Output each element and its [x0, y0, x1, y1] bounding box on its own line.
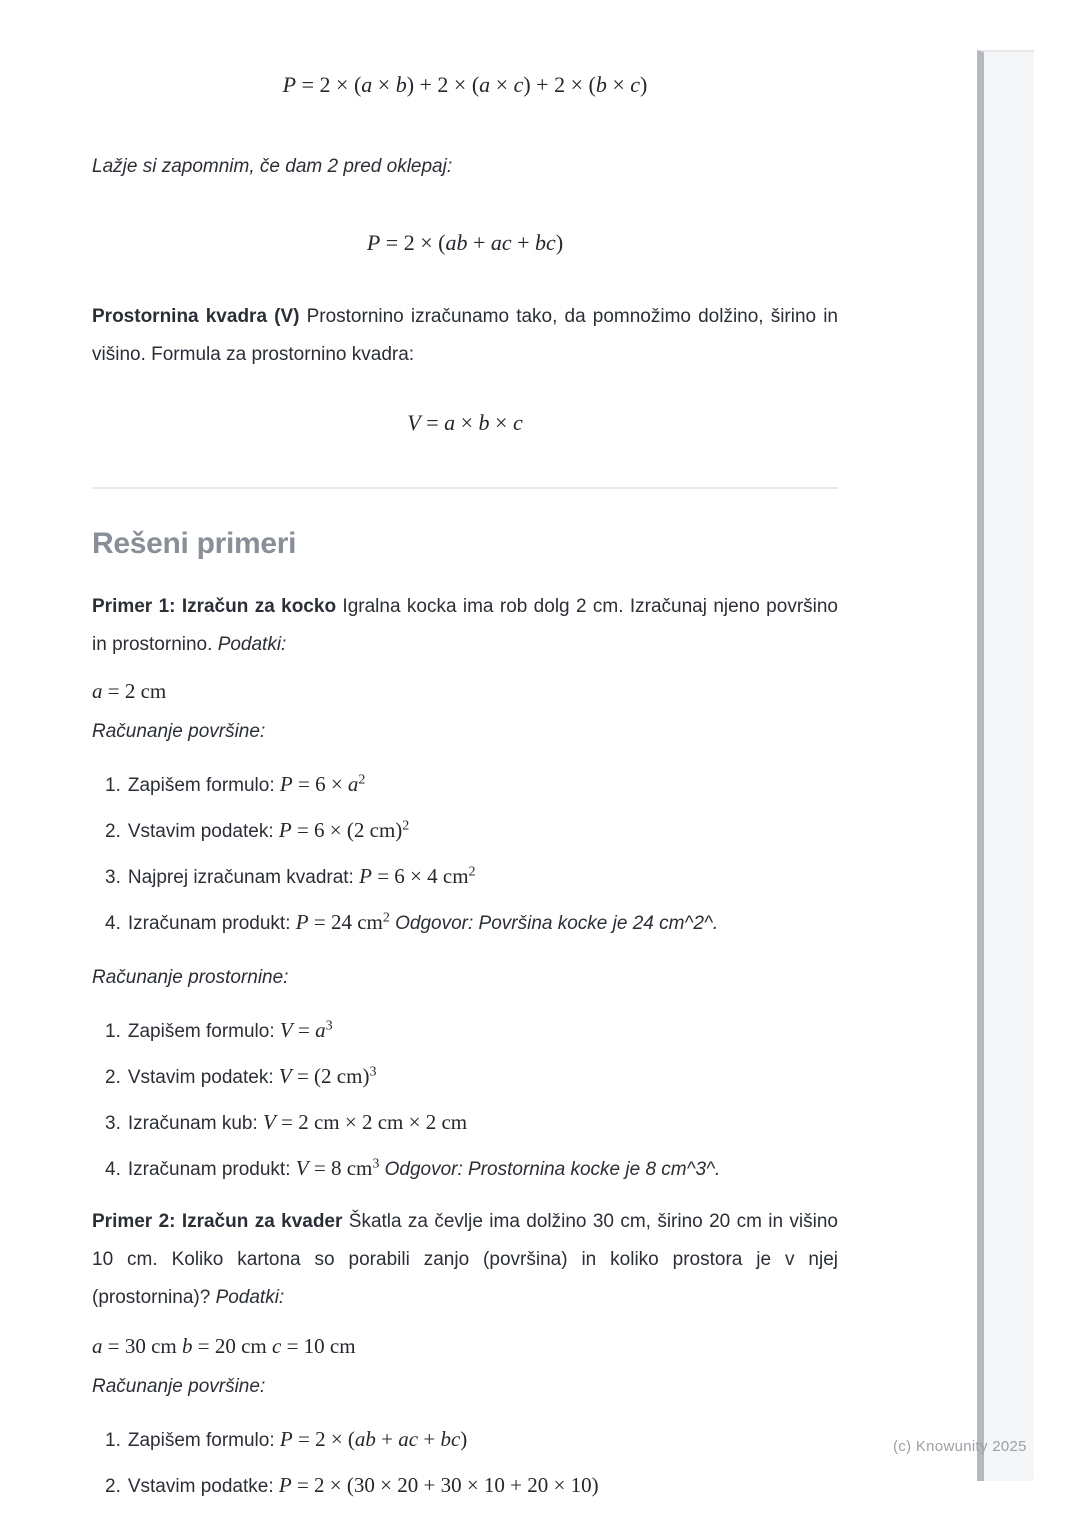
step-number: 4.: [105, 1159, 121, 1180]
example2-surface-steps-list: [92, 1424, 838, 1502]
step-number: 2.: [105, 1067, 121, 1088]
list-item: [105, 769, 838, 801]
step-text: Vstavim podatke: P = 2 × (30 × 20 + 30 × 10 + 20 × 10): [127, 1473, 599, 1497]
list-item: [105, 1470, 838, 1502]
step-number: 4.: [105, 913, 121, 934]
step-number: 3.: [105, 867, 121, 888]
example1-volume-steps-list: [92, 1015, 838, 1185]
section-divider: [92, 487, 838, 489]
example1-given-data: a = 2 cm: [92, 679, 167, 703]
step-text: Zapišem formulo: P = 2 × (ab + ac + bc): [127, 1427, 468, 1451]
step-text: Najprej izračunam kvadrat: P = 6 × 4 $cm^2$: [127, 864, 476, 888]
step-text: Izračunam kub: V = 2 cm × 2 cm × 2 cm: [127, 1110, 468, 1134]
list-item: [105, 861, 838, 893]
section-heading-solved-examples: Rešeni primeri: [92, 527, 297, 560]
list-item: [105, 1424, 838, 1456]
step-number: 1.: [105, 1021, 121, 1042]
step-text: Izračunam produkt: P = 24 $cm^2$ Odgovor: Površina kocke je 24 cm^2^.: [127, 910, 719, 934]
list-item: [105, 907, 838, 939]
example2-given-data: a = 30 cm b = 20 cm c = 10 cm: [92, 1334, 356, 1358]
example1-surface-label: Računanje površine:: [92, 721, 266, 742]
note-easier-remember: Lažje si zapomnim, če dam 2 pred oklepaj:: [92, 156, 453, 177]
step-number: 2.: [105, 1476, 121, 1497]
step-text: Vstavim podatek: P = 6 × (2 cm)$^2$: [127, 818, 410, 842]
example2-intro: Primer 2: Izračun za kvader Škatla za čevlje ima dolžino 30 cm, širino 20 cm in višino 10 cm. Koliko kartona so porabili zanjo (površina) in koliko prostora je v njej (prostornina)? Podatki:: [92, 1211, 838, 1308]
formula-volume: V = a × b × c: [407, 410, 523, 435]
list-item: [105, 1107, 838, 1139]
list-item: [105, 815, 838, 847]
step-number: 2.: [105, 821, 121, 842]
watermark: (c) Knowunity 2025: [893, 1438, 1027, 1455]
list-item: [105, 1153, 838, 1185]
paragraph-volume-definition: Prostornina kvadra (V) Prostornino izračunamo tako, da pomnožimo dolžino, širino in višino. Formula za prostornino kvadra:: [92, 306, 838, 365]
example1-volume-label: Računanje prostornine:: [92, 967, 289, 988]
step-number: 1.: [105, 775, 121, 796]
formula-surface-compact: P = 2 × (ab + ac + bc): [366, 230, 564, 255]
step-number: 1.: [105, 1430, 121, 1451]
list-item: [105, 1061, 838, 1093]
example1-intro: Primer 1: Izračun za kocko Igralna kocka ima rob dolg 2 cm. Izračunaj njeno površino in prostornino. Podatki:: [92, 596, 838, 655]
document-content: [92, 0, 838, 1502]
list-item: [105, 1015, 838, 1047]
example2-surface-label: Računanje površine:: [92, 1376, 266, 1397]
step-text: Izračunam produkt: V = 8 $cm^3$ Odgovor: Prostornina kocke je 8 cm^3^.: [127, 1156, 721, 1180]
step-text: Vstavim podatek: V = (2 cm)$^3$: [127, 1064, 377, 1088]
step-text: Zapišem formulo: $V = a^3$: [127, 1018, 333, 1042]
step-text: Zapišem formulo: $P = 6 \times a^2$: [127, 772, 366, 796]
step-number: 3.: [105, 1113, 121, 1134]
page-edge-panel: [977, 50, 1034, 1481]
formula-surface-expanded: P = 2 × (a × b) + 2 × (a × c) + 2 × (b × c): [282, 72, 648, 97]
example1-surface-steps-list: [92, 769, 838, 939]
